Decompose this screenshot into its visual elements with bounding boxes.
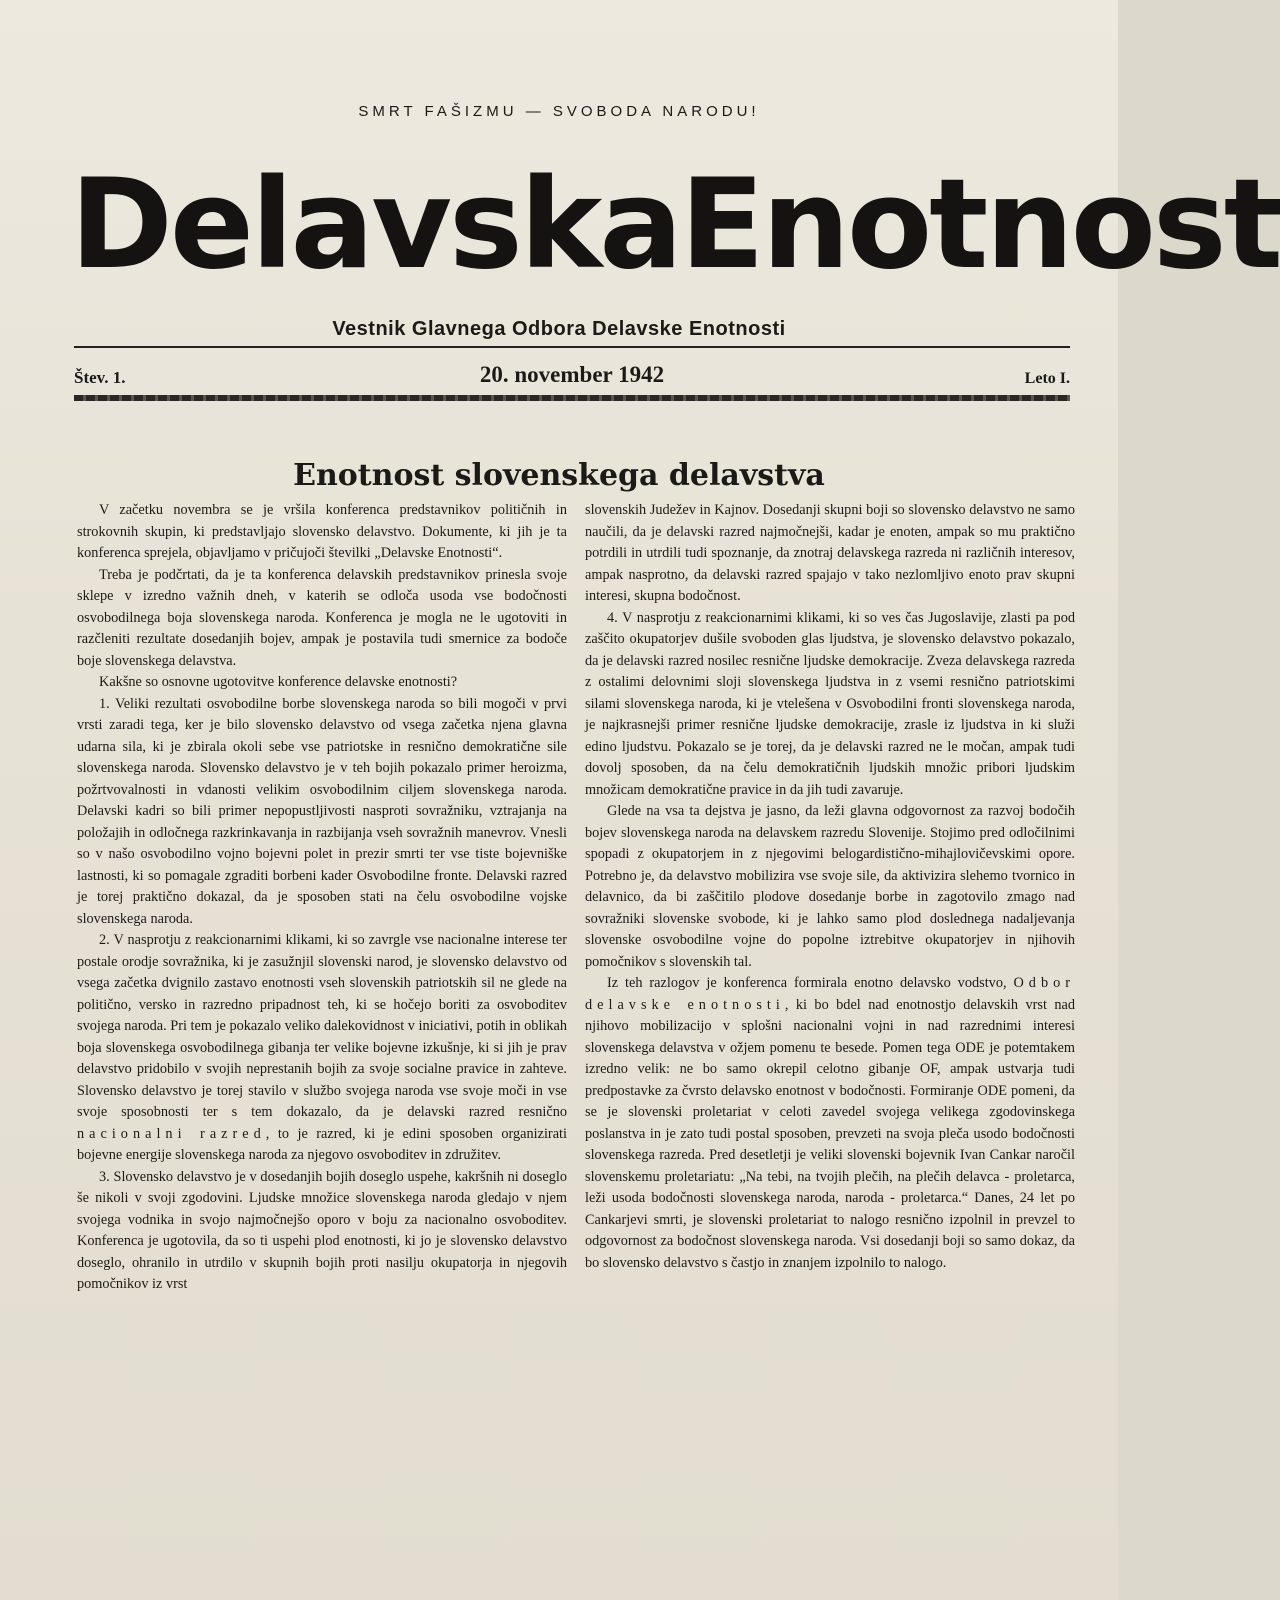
issue-date: 20. november 1942: [479, 362, 665, 387]
header-divider: [74, 346, 1070, 348]
issue-year: Leto I.: [1024, 370, 1070, 387]
paragraph: slovenskih Judežev in Kajnov. Dosedanji skupni boji so slovensko delavstvo ne samo naučili, da je delavski razred najmočnejši, kadar je enoten, ampak so mu praktično potrdili in utrdili tudi spoznanje, da znotraj delavskega razreda ni različnih interesov, ampak nasprotno, da delavski razred spajajo v tako nezlomljivo enoto prav skupni interesi, skupna bodočnost.: [585, 502, 1075, 604]
motto: SMRT FAŠIZMU — SVOBODA NARODU!: [358, 103, 760, 120]
article-headline: Enotnost slovenskega delavstva: [293, 458, 825, 493]
paragraph-text: , ki bo bdel nad enotnostjo delavskih vrst nad njihovo mobilizacijo v splošni nacionalni vojni in nad razrednimi interesi slovenskega delavstva v ožjem pomenu te besede.: [585, 996, 1075, 1056]
article-column-right: [585, 500, 1075, 1274]
paragraph: 1. Veliki rezultati osvobodilne borbe slovenskega naroda so bili mogoči v prvi vrsti zaradi tega, ker je bilo slovensko delavstvo od vsega začetka njena glavna udarna sila, ki je zbirala okoli sebe vse patriotske in resnično demokratične sile slovenskega naroda. Slovensko delavstvo je v teh bojih pokazalo primer heroizma, požrtvovalnosti in vdanosti velikim osvobodilnim ciljem slovenskega naroda. Delavski kadri so bili primer nepopustljivosti nasproti sovražniku, vztrajanja na položajih in odločnega razkrinkavanja in razbijanja vseh sovražnih manevrov. Vnesli so v našo osvobodilno vojno bojevni polet in prezir smrti ter vse tiste bojevniške lastnosti, ki so pomagale zgraditi borbeni kader Osvobodilne fronte. Delavski razred je torej praktično dokazal, da je sposoben stati na čelu osvobodilne vojske slovenskega naroda.: [77, 695, 567, 927]
issue-number: Štev. 1.: [74, 368, 126, 387]
paragraph: [585, 973, 1075, 1274]
paragraph: Treba je podčrtati, da je ta konferenca delavskih predstavnikov prinesla svoje sklepe v izredno važnih dneh, v katerih se odloča usoda vse bodočnosti osvobodilnega boja slovenskega naroda. Konferenca je mogla ne le ugotoviti in razčleniti rezultate dosedanjih bojev, ampak je postavila tudi smernice za bodoče boje slovenskega delavstva.: [77, 566, 567, 669]
issue-line: [74, 362, 1070, 392]
paragraph-text: Pomen tega ODE je potemtakem izredno velik: ne bo samo okrepil celotno gibanje OF, ampak ustvarja tudi predpostavke za čvrsto delavsko enotnost v bodočnosti. Formiranje ODE pomeni, da se je slovenski proletariat v celoti zavedel svojega velikega zgodovinskega poslanstva in je zato tudi postal sposoben, prevzeti na svoja pleča usodo bodočnosti slovenskega razreda. Pred desetletji je veliki slovenski bojevnik Ivan Cankar naročil slovenskemu proletariatu: „Na tebi, na tvojih plečih, na plečih delavca - proletarca, leži usoda bodočnosti slovenskega naroda, naroda - proletarca.“ Danes, 24 let po Cankarjevi smrti, je slovenski proletariat to nalogo resnično izpolnil in prevzel to odgovornost za bodočnost slovenskega naroda. Vsi dosedanji boji so samo dokaz, da bo slovensko delavstvo s častjo in znanjem izpolnilo to nalogo.: [585, 1039, 1075, 1271]
spaced-phrase: nacionalni razred: [77, 1125, 266, 1142]
article-column-left: [77, 500, 567, 1296]
paragraph: 4. V nasprotju z reakcionarnimi klikami, ki so ves čas Jugoslavije, zlasti pa pod zaščito okupatorjev dušile svoboden glas ljudstva, je slovensko delavstvo pokazalo, da je delavski razred nosilec resnične ljudske demokracije. Zveza delavskega razreda z ostalimi delovnimi sloji slovenskega ljudstva in z vsemi resnično patriotskimi silami slovenskega naroda, ki je vtelešena v Osvobodilni fronti slovenskega naroda, je najkrasnejši primer resnične ljudske demokracije, zrasle iz ljudstva in ki služi edino ljudstvu. Pokazalo se je torej, da je delavski razred ne le močan, ampak tudi dovolj sposoben, da na čelu demokratičnih ljudskih množic pribori ljudskim množicam demokratične pravice in da jih tudi zavaruje.: [585, 609, 1075, 798]
paragraph: Kakšne so osnovne ugotovitve konference delavske enotnosti?: [99, 674, 458, 690]
masthead: [70, 150, 1280, 300]
masthead-word-enotnost: Enotnost: [680, 153, 1280, 297]
paragraph-text: Iz teh razlogov je konferenca formirala enotno delavsko vodstvo,: [607, 975, 1007, 991]
paragraph: 3. Slovensko delavstvo je v dosedanjih bojih doseglo uspehe, kakršnih ni doseglo še nikoli v svoji zgodovini. Ljudske množice slovenskega naroda gledajo v njem svojega vodnika in svojo najmočnejšo oporo v boju za nacionalno osvoboditev. Konferenca je ugotovila, da so ti uspehi plod enotnosti, ki jo je slovensko delavstvo doseglo, ohranilo in utrdilo v skupnih bojih proti nasilju okupatorja in njegovih pomočnikov iz vrst: [77, 1168, 567, 1292]
paragraph: Glede na vsa ta dejstva je jasno, da leži glavna odgovornost za razvoj bodočih bojev slovenskega naroda na delavskem razredu Slovenije. Stojimo pred odločilnimi spopadi z okupatorjem in z njegovimi belogardistično-mihajlovičevskimi opore. Potrebno je, da delavstvo mobilizira vse svoje sile, da aktivizira slehemo tvornico in delavnico, da bi zaščitilo plodove dosedanje borbe in zagotovilo zmago nad sovražniki slovenske svobode, ki je lahko samo plod doslednega nadaljevanja slovenske osvobodilne vojne do popolne iztrebitve okupatorjev in njihovih pomočnikov s slovenskih tal.: [585, 803, 1075, 970]
paragraph-text: 2. V nasprotju z reakcionarnimi klikami, ki so zavrgle vse nacionalne interese ter postale orodje sovražnika, ki je zasužnjil slovenski narod, je slovensko delavstvo od vsega začetka dvignilo zastavo enotnosti vseh slovenskih patriotskih sil ne glede na politično, versko in razredno pripadnost teh, ki se hočejo boriti za osvoboditev svojega naroda. Pri tem je pokazalo veliko dalekovidnost v iniciativi, potih in oblikah boja slovenskega osvobodilnega gibanja ter velike bojevne izkušnje, ki si jih je prav delavstvo pridobilo v svojih neprestanih bojih za svoje socialne pravice in zahteve. Slovensko delavstvo je torej stavilo v službo svojega naroda vse svoje moči in vse svoje sposobnosti ter s tem dokazalo, da je delavski razred resnično: [77, 932, 567, 1120]
masthead-word-delavska: Delavska: [70, 153, 680, 297]
paragraph-text: , to je razred, ki je edini sposoben organizirati bojevne energije slovenskega naroda za njegovo osvoboditev in združitev.: [77, 1125, 567, 1163]
paragraph: [77, 930, 567, 1167]
header-thick-rule: [74, 395, 1070, 401]
spaced-odbor: Odbor delavske enotnosti: [585, 975, 1075, 1013]
masthead-subtitle: Vestnik Glavnega Odbora Delavske Enotnosti: [332, 318, 786, 340]
paragraph: V začetku novembra se je vršila konferenca predstavnikov političnih in strokovnih skupin, ki predstavljajo slovensko delavstvo. Dokumente, ki jih je ta konferenca sprejela, objavljamo v pričujoči številki „Delavske Enotnosti“.: [77, 502, 567, 561]
